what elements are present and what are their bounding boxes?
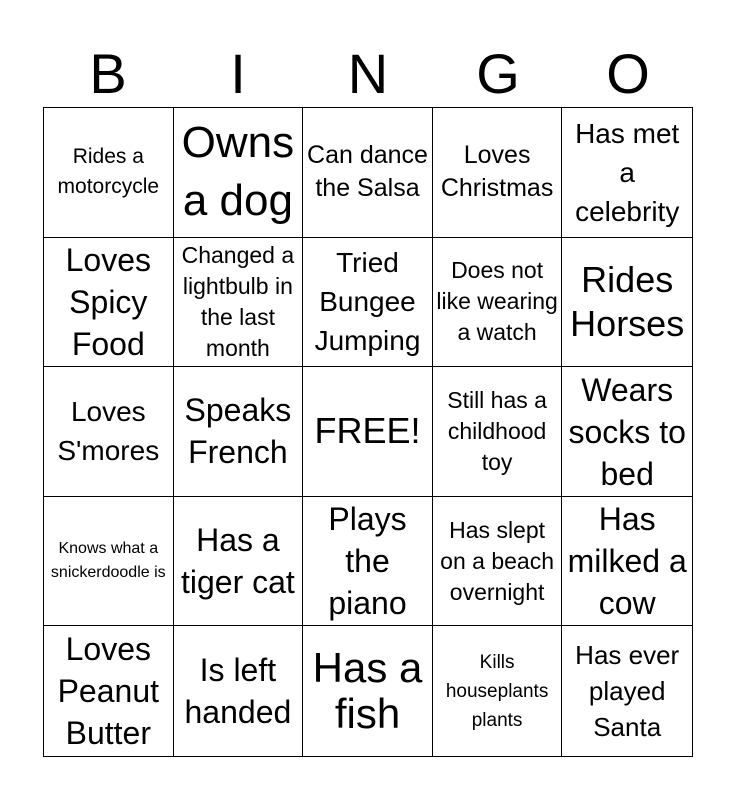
bingo-cell[interactable] — [433, 238, 563, 368]
cell-text: Speaks French — [184, 392, 292, 471]
bingo-cell[interactable] — [174, 238, 304, 368]
bingo-cell[interactable] — [562, 367, 692, 497]
bingo-cell[interactable] — [44, 367, 174, 497]
bingo-cell[interactable] — [303, 497, 433, 627]
cell-text: Rides a motorcycle — [57, 145, 160, 199]
bingo-board — [43, 107, 693, 757]
bingo-cell[interactable] — [562, 626, 692, 756]
cell-text: Loves S'mores — [57, 396, 160, 467]
cell-text: Changed a lightbulb in the last month — [181, 241, 295, 361]
cell-text: Tried Bungee Jumping — [314, 247, 421, 357]
bingo-cell[interactable] — [44, 108, 174, 238]
header-letter-b: B — [89, 42, 127, 105]
cell-text: Has a fish — [312, 644, 423, 738]
cell-text: Still has a childhood toy — [447, 386, 547, 475]
bingo-cell[interactable] — [174, 497, 304, 627]
bingo-cell[interactable] — [44, 626, 174, 756]
bingo-cell[interactable] — [562, 108, 692, 238]
header-letter-g: G — [476, 42, 520, 105]
bingo-cell[interactable] — [44, 238, 174, 368]
bingo-cell[interactable] — [562, 238, 692, 368]
cell-text: Has slept on a beach overnight — [440, 516, 554, 605]
cell-text: Has a tiger cat — [180, 522, 295, 601]
cell-text: Can dance the Salsa — [307, 141, 428, 203]
cell-text: Rides Horses — [570, 258, 685, 344]
cell-text: Has ever played Santa — [575, 640, 680, 743]
bingo-cell[interactable] — [433, 626, 563, 756]
cell-text: Loves Peanut Butter — [57, 631, 159, 752]
cell-text: Is left handed — [184, 652, 292, 731]
bingo-cell[interactable] — [433, 367, 563, 497]
bingo-cell[interactable] — [433, 497, 563, 627]
header-letter-o: O — [606, 42, 650, 105]
bingo-cell[interactable] — [174, 626, 304, 756]
cell-text: Does not like wearing a watch — [436, 257, 558, 346]
cell-text: Has milked a cow — [567, 501, 687, 622]
bingo-cell[interactable] — [303, 108, 433, 238]
cell-text: Plays the piano — [328, 501, 407, 622]
bingo-cell[interactable] — [303, 626, 433, 756]
header-letter-i: I — [230, 42, 246, 105]
bingo-cell[interactable] — [303, 238, 433, 368]
bingo-cell[interactable] — [174, 367, 304, 497]
free-space-label: FREE! — [314, 410, 421, 452]
cell-text: Wears socks to bed — [568, 371, 686, 492]
free-space-cell[interactable] — [303, 367, 433, 497]
bingo-cell[interactable] — [44, 497, 174, 627]
header-letter-n: N — [347, 42, 389, 105]
bingo-cell[interactable] — [562, 497, 692, 627]
cell-text: Loves Spicy Food — [65, 241, 151, 362]
cell-text: Knows what a snickerdoodle is — [50, 540, 166, 582]
bingo-cell[interactable] — [433, 108, 563, 238]
cell-text: Kills houseplants plants — [445, 651, 549, 731]
cell-text: Owns a dog — [181, 118, 295, 226]
bingo-header — [43, 44, 693, 104]
bingo-cell[interactable] — [174, 108, 304, 238]
cell-text: Has met a celebrity — [575, 117, 680, 227]
cell-text: Loves Christmas — [440, 141, 554, 203]
